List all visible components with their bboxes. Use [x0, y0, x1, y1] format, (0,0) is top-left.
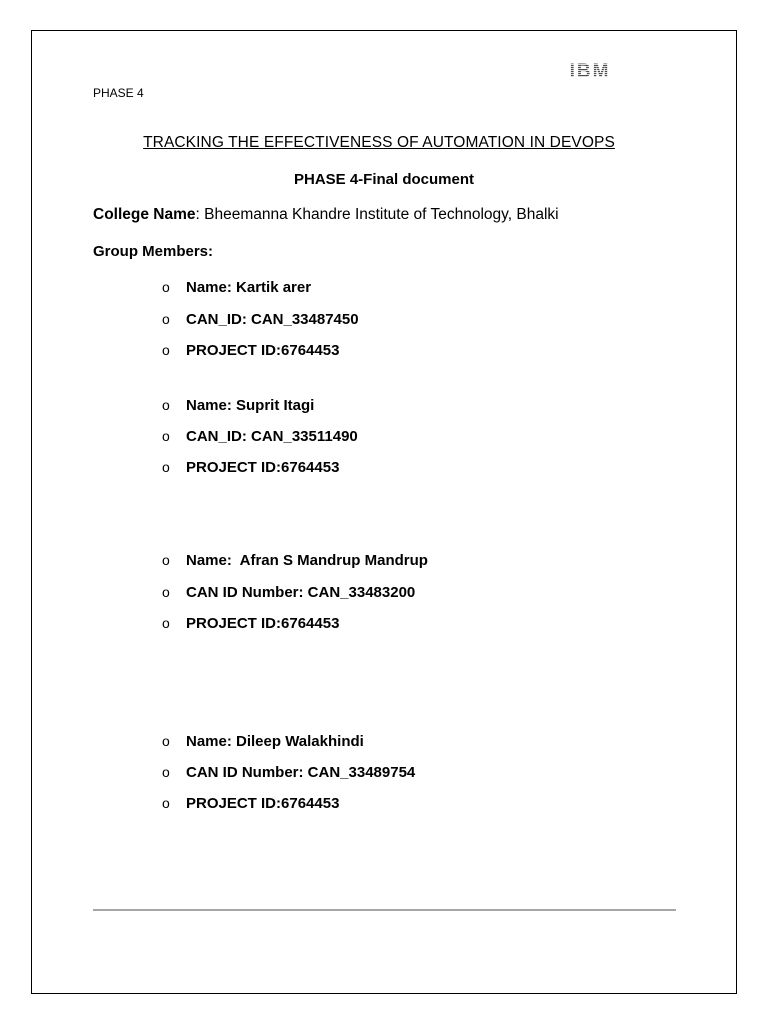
bullet-icon: o [162, 311, 170, 327]
bullet-icon: o [162, 552, 170, 568]
document-subtitle: PHASE 4-Final document [293, 171, 475, 188]
document-title: TRACKING THE EFFECTIVENESS OF AUTOMATION IN DEVOPS [143, 134, 615, 151]
member-1-can-id: o CAN_ID: CAN_33487450 [162, 311, 359, 328]
ibm-logo [554, 61, 626, 81]
bullet-icon: o [162, 615, 170, 631]
phase-header-label: PHASE 4 [93, 86, 144, 100]
member-4-can-id: o CAN ID Number: CAN_33489754 [162, 764, 416, 781]
member-2-project-id: o PROJECT ID:6764453 [162, 459, 340, 476]
bullet-icon: o [162, 764, 170, 780]
member-3-name: o Name: Afran S Mandrup Mandrup [162, 552, 428, 569]
bullet-icon: o [162, 397, 170, 413]
member-4-name: o Name: Dileep Walakhindi [162, 733, 364, 750]
bullet-icon: o [162, 584, 170, 600]
member-4-project-id: o PROJECT ID:6764453 [162, 795, 340, 812]
bullet-icon: o [162, 733, 170, 749]
college-line [93, 206, 559, 224]
member-3-project-id: o PROJECT ID:6764453 [162, 615, 340, 632]
college-separator: : [195, 206, 205, 223]
college-value: Bheemanna Khandre Institute of Technology, Bhalki [204, 206, 559, 223]
bullet-icon: o [162, 279, 170, 295]
bullet-icon: o [162, 428, 170, 444]
member-2-name: o Name: Suprit Itagi [162, 397, 315, 414]
footer-divider [93, 909, 676, 911]
bullet-icon: o [162, 342, 170, 358]
bullet-icon: o [162, 795, 170, 811]
member-2-can-id: o CAN_ID: CAN_33511490 [162, 428, 358, 445]
college-label: College Name [93, 206, 196, 223]
member-3-can-id: o CAN ID Number: CAN_33483200 [162, 584, 416, 601]
member-1-project-id: o PROJECT ID:6764453 [162, 342, 340, 359]
member-1-name: o Name: Kartik arer [162, 279, 312, 296]
bullet-icon: o [162, 459, 170, 475]
group-members-heading: Group Members: [93, 243, 214, 260]
svg-text:IBM: IBM [569, 61, 611, 81]
